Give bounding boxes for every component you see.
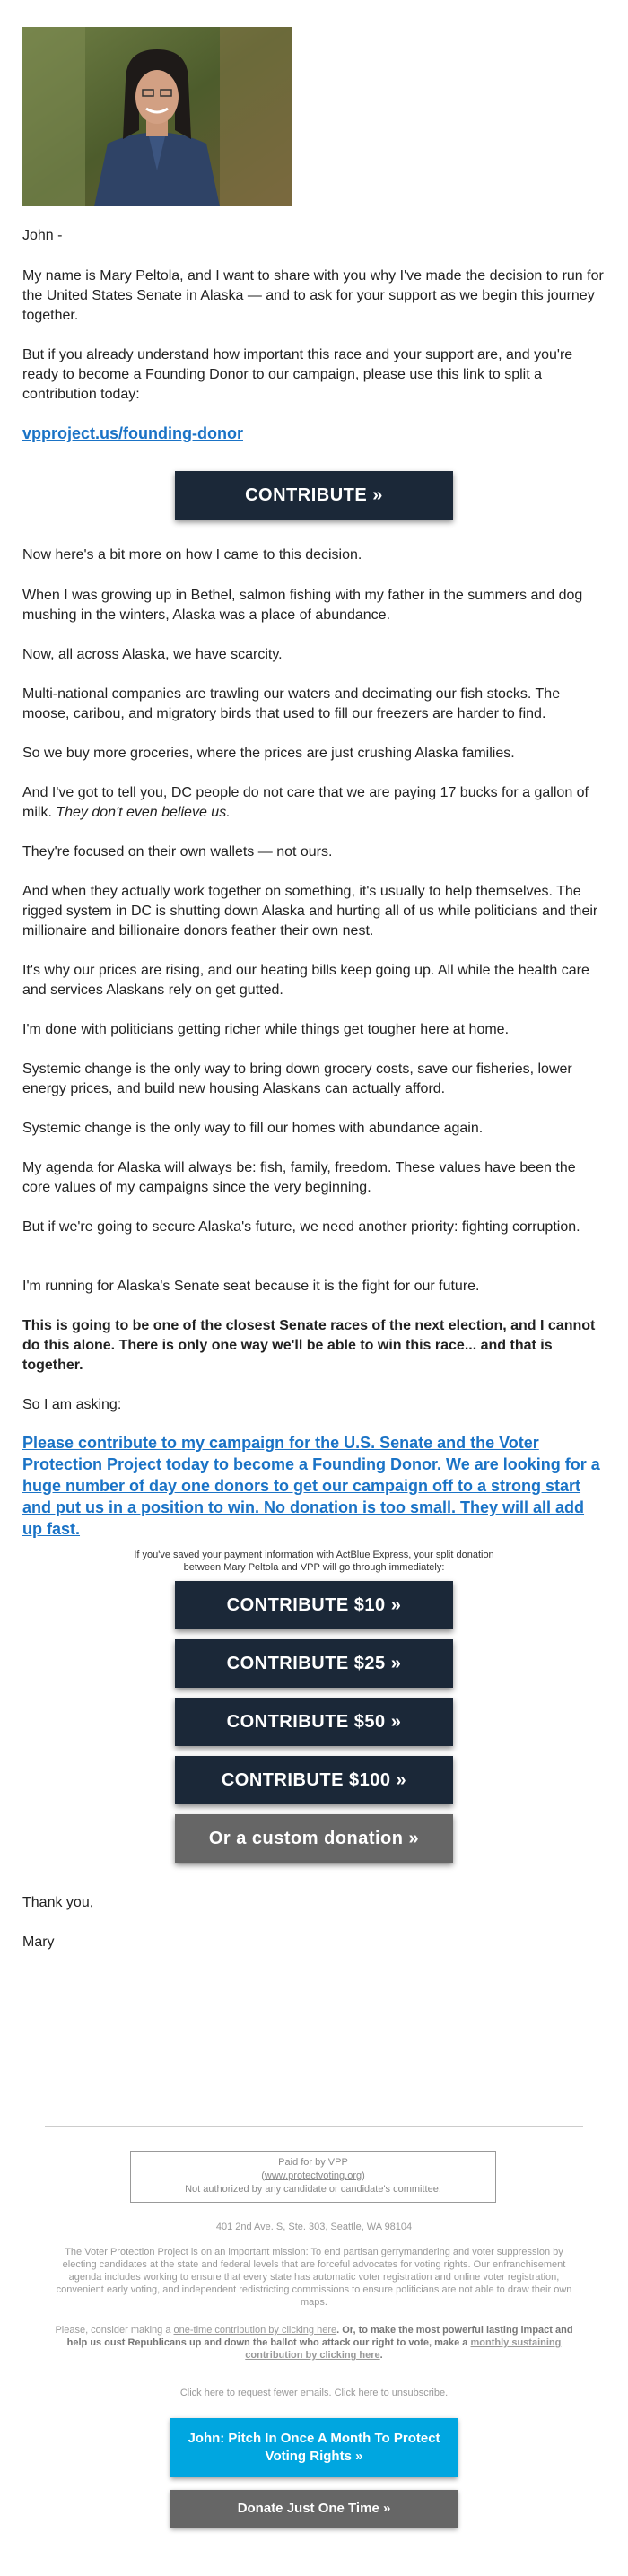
paragraph-8: It's why our prices are rising, and our heating bills keep going up. All while the health care and services Alaskans rely on get gutted. <box>22 963 589 998</box>
greeting: John - <box>22 228 63 243</box>
not-authorized: Not authorized by any candidate or candidate's committee. <box>185 2184 441 2195</box>
contribute-button[interactable]: CONTRIBUTE » <box>175 471 453 520</box>
paragraph-9: I'm done with politicians getting richer while things get tougher here at home. <box>22 1022 510 1037</box>
monthly-donation-label: John: Pitch In Once A Month To Protect Voting Rights » <box>188 2431 440 2464</box>
footer-unsubscribe <box>49 2387 579 2399</box>
milk-emphasis: They don't even believe us. <box>56 805 231 820</box>
paragraph-5: So we buy more groceries, where the prices are just crushing Alaska families. <box>22 746 515 761</box>
intro-paragraph: My name is Mary Peltola, and I want to share with you why I've made the decision to run for the United States Senate in Alaska — and to ask for your support as we begin this journey together. <box>22 268 604 323</box>
monthly-donation-button[interactable] <box>170 2418 458 2477</box>
ask-paragraph: But if you already understand how important this race and your support are, and you're ready to become a Founding Donor to our campaign, please use this link to split a contribution today: <box>22 347 573 402</box>
contribute-50-button[interactable]: CONTRIBUTE $50 » <box>175 1698 453 1746</box>
founding-donor-link[interactable]: vpproject.us/founding-donor <box>22 424 243 442</box>
asking-line: So I am asking: <box>22 1397 122 1412</box>
monthly-link[interactable]: monthly sustaining contribution by clicking here <box>245 2337 562 2361</box>
onetime-donation-button[interactable]: Donate Just One Time » <box>170 2490 458 2528</box>
paragraph-14: I'm running for Alaska's Senate seat because it is the fight for our future. <box>22 1279 480 1294</box>
paragraph-4: Multi-national companies are trawling our waters and decimating our fish stocks. The moose, caribou, and migratory birds that used to fill our freezers are harder to find. <box>22 686 561 721</box>
paragraph-7: And when they actually work together on something, it's usually to help themselves. The rigged system in DC is shutting down Alaska and hurting all of us while politicians and their millionaire and billionaire donors feather their own nest. <box>22 884 598 939</box>
milk-text: And I've got to tell you, DC people do not care that we are paying 17 bucks for a gallon of milk. <box>22 785 589 820</box>
thanks-line: Thank you, <box>22 1895 94 1910</box>
contribute-10-button[interactable]: CONTRIBUTE $10 » <box>175 1581 453 1629</box>
milk-paragraph <box>22 783 606 823</box>
contribute-link-paragraph[interactable]: Please contribute to my campaign for the U.S. Senate and the Voter Protection Project today to become a Founding Donor. We are looking for a huge number of day one donors to get our campaign off to a strong start and put us in a position to win. No donation is too small. They will all add up fast. <box>22 1434 600 1538</box>
actblue-note: If you've saved your payment information with ActBlue Express, your split donation between Mary Peltola and VPP will go through immediately: <box>134 1550 494 1573</box>
footer-divider <box>45 2126 583 2127</box>
paid-by: Paid for by VPP <box>278 2157 348 2168</box>
footer-mission: The Voter Protection Project is on an important mission: To end partisan gerrymandering and voter suppression by electing candidates at the state and federal levels that are forceful advocates for voting rights. Our enfranchisement agenda includes working to ensure that every state has automatic voter registration and online voter registration, convenient early voting, and independent redistricting commissions to ensure politicians are not able to draw their own maps. <box>56 2247 572 2308</box>
footer-address: 401 2nd Ave. S, Ste. 303, Seattle, WA 98104 <box>215 2222 413 2232</box>
paragraph-13: But if we're going to secure Alaska's future, we need another priority: fighting corruption. <box>22 1219 580 1235</box>
paragraph-10: Systemic change is the only way to bring down grocery costs, save our fisheries, lower energy prices, and build new housing Alaskans can actually afford. <box>22 1061 572 1096</box>
footer-consider <box>49 2324 579 2362</box>
paragraph-3: Now, all across Alaska, we have scarcity. <box>22 647 283 662</box>
paragraph-1: Now here's a bit more on how I came to this decision. <box>22 547 362 563</box>
paid-link[interactable]: www.protectvoting.org <box>264 2170 362 2181</box>
contribute-100-button[interactable]: CONTRIBUTE $100 » <box>175 1756 453 1804</box>
fewer-emails-text: to request fewer emails. Click here to unsubscribe. <box>226 2388 449 2398</box>
paragraph-2: When I was growing up in Bethel, salmon fishing with my father in the summers and dog mushing in the winters, Alaska was a place of abundance. <box>22 588 583 623</box>
bold-paragraph: This is going to be one of the closest Senate races of the next election, and I cannot do this alone. There is only one way we'll be able to win this race... and that is together. <box>22 1318 596 1373</box>
contribute-25-button[interactable]: CONTRIBUTE $25 » <box>175 1639 453 1688</box>
candidate-photo <box>22 27 292 206</box>
paid-for-box: Paid for by VPP (www.protectvoting.org) Not authorized by any candidate or candidate's committee. <box>130 2151 496 2203</box>
paragraph-12: My agenda for Alaska will always be: fish, family, freedom. These values have been the core values of my campaigns since the very beginning. <box>22 1160 576 1195</box>
fewer-emails-link[interactable]: Click here <box>179 2388 224 2398</box>
consider-end: . <box>379 2350 383 2361</box>
consider-pre: Please, consider making a <box>55 2325 171 2336</box>
onetime-link[interactable]: one-time contribution by clicking here <box>173 2325 337 2336</box>
custom-donation-button[interactable]: Or a custom donation » <box>175 1814 453 1863</box>
consider-mid: . Or, to make the most powerful lasting impact and help us oust Republicans up and down the ballot who attack our right to vote, make a <box>66 2325 573 2348</box>
paragraph-11: Systemic change is the only way to fill our homes with abundance again. <box>22 1121 484 1136</box>
signature: Mary <box>22 1934 55 1950</box>
paragraph-6: They're focused on their own wallets — not ours. <box>22 844 333 860</box>
